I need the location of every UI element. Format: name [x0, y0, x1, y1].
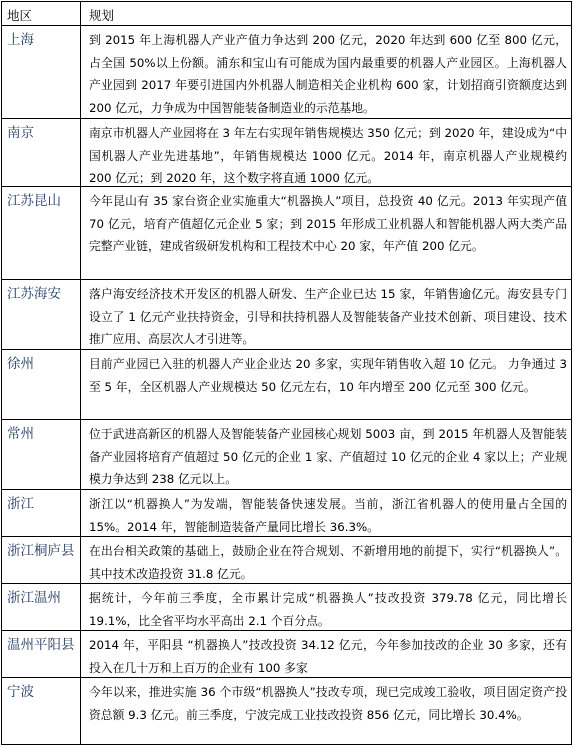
- region-cell: 浙江温州: [2, 584, 81, 630]
- header-region: 地区: [2, 2, 81, 25]
- table-row: [2, 678, 571, 744]
- plan-cell: 今年以来，推进实施 36 个市级“机器换人”技改专项，现已完成竣工验收，项目固定资产投资总额 9.3 亿元。前三季度，宁波完成工业技改投资 856 亿元，同比增长 30.4%。: [89, 685, 567, 722]
- table-row: [2, 119, 571, 187]
- plan-cell: 浙江以“机器换人”为发端，智能装备快速发展。当前，浙江省机器人的使用量占全国的 15%。2014 年，智能制造装备产量同比增长 36.3%。: [89, 497, 567, 534]
- plan-cell: 目前产业园已入驻的机器人产业企业达 20 多家，实现年销售收入超 10 亿元。 力争通过 3 至 5 年，全区机器人产业规模达 50 亿元左右，10 年内增至 200 亿元至 300 亿元。: [89, 357, 567, 394]
- region-cell: 南京: [2, 119, 81, 186]
- header-plan: 规划: [89, 8, 115, 23]
- plan-cell: 今年昆山有 35 家台资企业实施重大“机器换人”项目，总投资 40 亿元。2013 年实现产值 70 亿元，培育产值超亿元企业 5 家；到 2015 年形成工业机器人和智能机器人两大类产品完整产业链，建成省级研发机构和工程技术中心 20 家，年产值 200 亿元。: [89, 194, 567, 254]
- plan-cell: 位于武进高新区的机器人及智能装备产业园核心规划 5003 亩，到 2015 年机器人及智能装备产业园将培育产值超过 50 亿元的企业 1 家、产值超过 10 亿元的企业 4 家以上；产业规模力争达到 238 亿元以上。: [89, 427, 567, 487]
- table-row: [2, 420, 571, 490]
- table-header-row: [2, 2, 571, 26]
- planning-table: [1, 1, 572, 745]
- plan-cell: 到 2015 年上海机器人产业产值力争达到 200 亿元，2020 年达到 600 亿至 800 亿元，占全国 50%以上份额。浦东和宝山有可能成为国内最重要的机器人产业园区。上海机器人产业园到 2017 年要引进国内外机器人制造相关企业机构 600 家，计划招商引资额度达到 200 亿元，力争成为中国智能装备制造业的示范基地。: [89, 33, 567, 115]
- table-row: [2, 350, 571, 420]
- plan-cell: 据统计，今年前三季度，全市累计完成“机器换人”技改投资 379.78 亿元，同比增长 19.1%，比全省平均水平高出 2.1 个百分点。: [89, 591, 567, 628]
- region-cell: 江苏海安: [2, 280, 81, 349]
- plan-cell: 2014 年，平阳县 “机器换人”技改投资 34.12 亿元，今年参加技改的企业 30 多家，还有投入在几十万和上百万的企业有 100 多家: [89, 638, 567, 675]
- plan-cell: 落户海安经济技术开发区的机器人研发、生产企业已达 15 家，年销售逾亿元。海安县专门设立了 1 亿元产业扶持资金，引导和扶持机器人及智能装备产业技术创新、项目建设、技术推广应用、高层次人才引进等。: [89, 287, 567, 347]
- plan-cell: 南京市机器人产业园将在 3 年左右实现年销售规模达 350 亿元；到 2020 年，建设成为“中国机器人产业先进基地”，年销售规模达 1000 亿元。2014 年，南京机器人产业规模约 200 亿元；到 2020 年，这个数字将直通 1000 亿元。: [89, 126, 567, 186]
- table-row: [2, 280, 571, 350]
- region-cell: 江苏昆山: [2, 187, 81, 279]
- table-row: [2, 631, 571, 678]
- table-row: [2, 537, 571, 584]
- region-cell: 常州: [2, 420, 81, 489]
- region-cell: 浙江桐庐县: [2, 537, 81, 583]
- table-row: [2, 490, 571, 537]
- region-cell: 徐州: [2, 350, 81, 419]
- region-cell: 上海: [2, 26, 81, 118]
- table-row: [2, 584, 571, 631]
- plan-cell: 在出台相关政策的基础上，鼓励企业在符合规划、不新增用地的前提下，实行“机器换人”。其中技术改造投资 31.8 亿元。: [89, 544, 567, 581]
- region-cell: 浙江: [2, 490, 81, 536]
- table-row: [2, 26, 571, 119]
- region-cell: 宁波: [2, 678, 81, 744]
- table-row: [2, 187, 571, 280]
- region-cell: 温州平阳县: [2, 631, 81, 677]
